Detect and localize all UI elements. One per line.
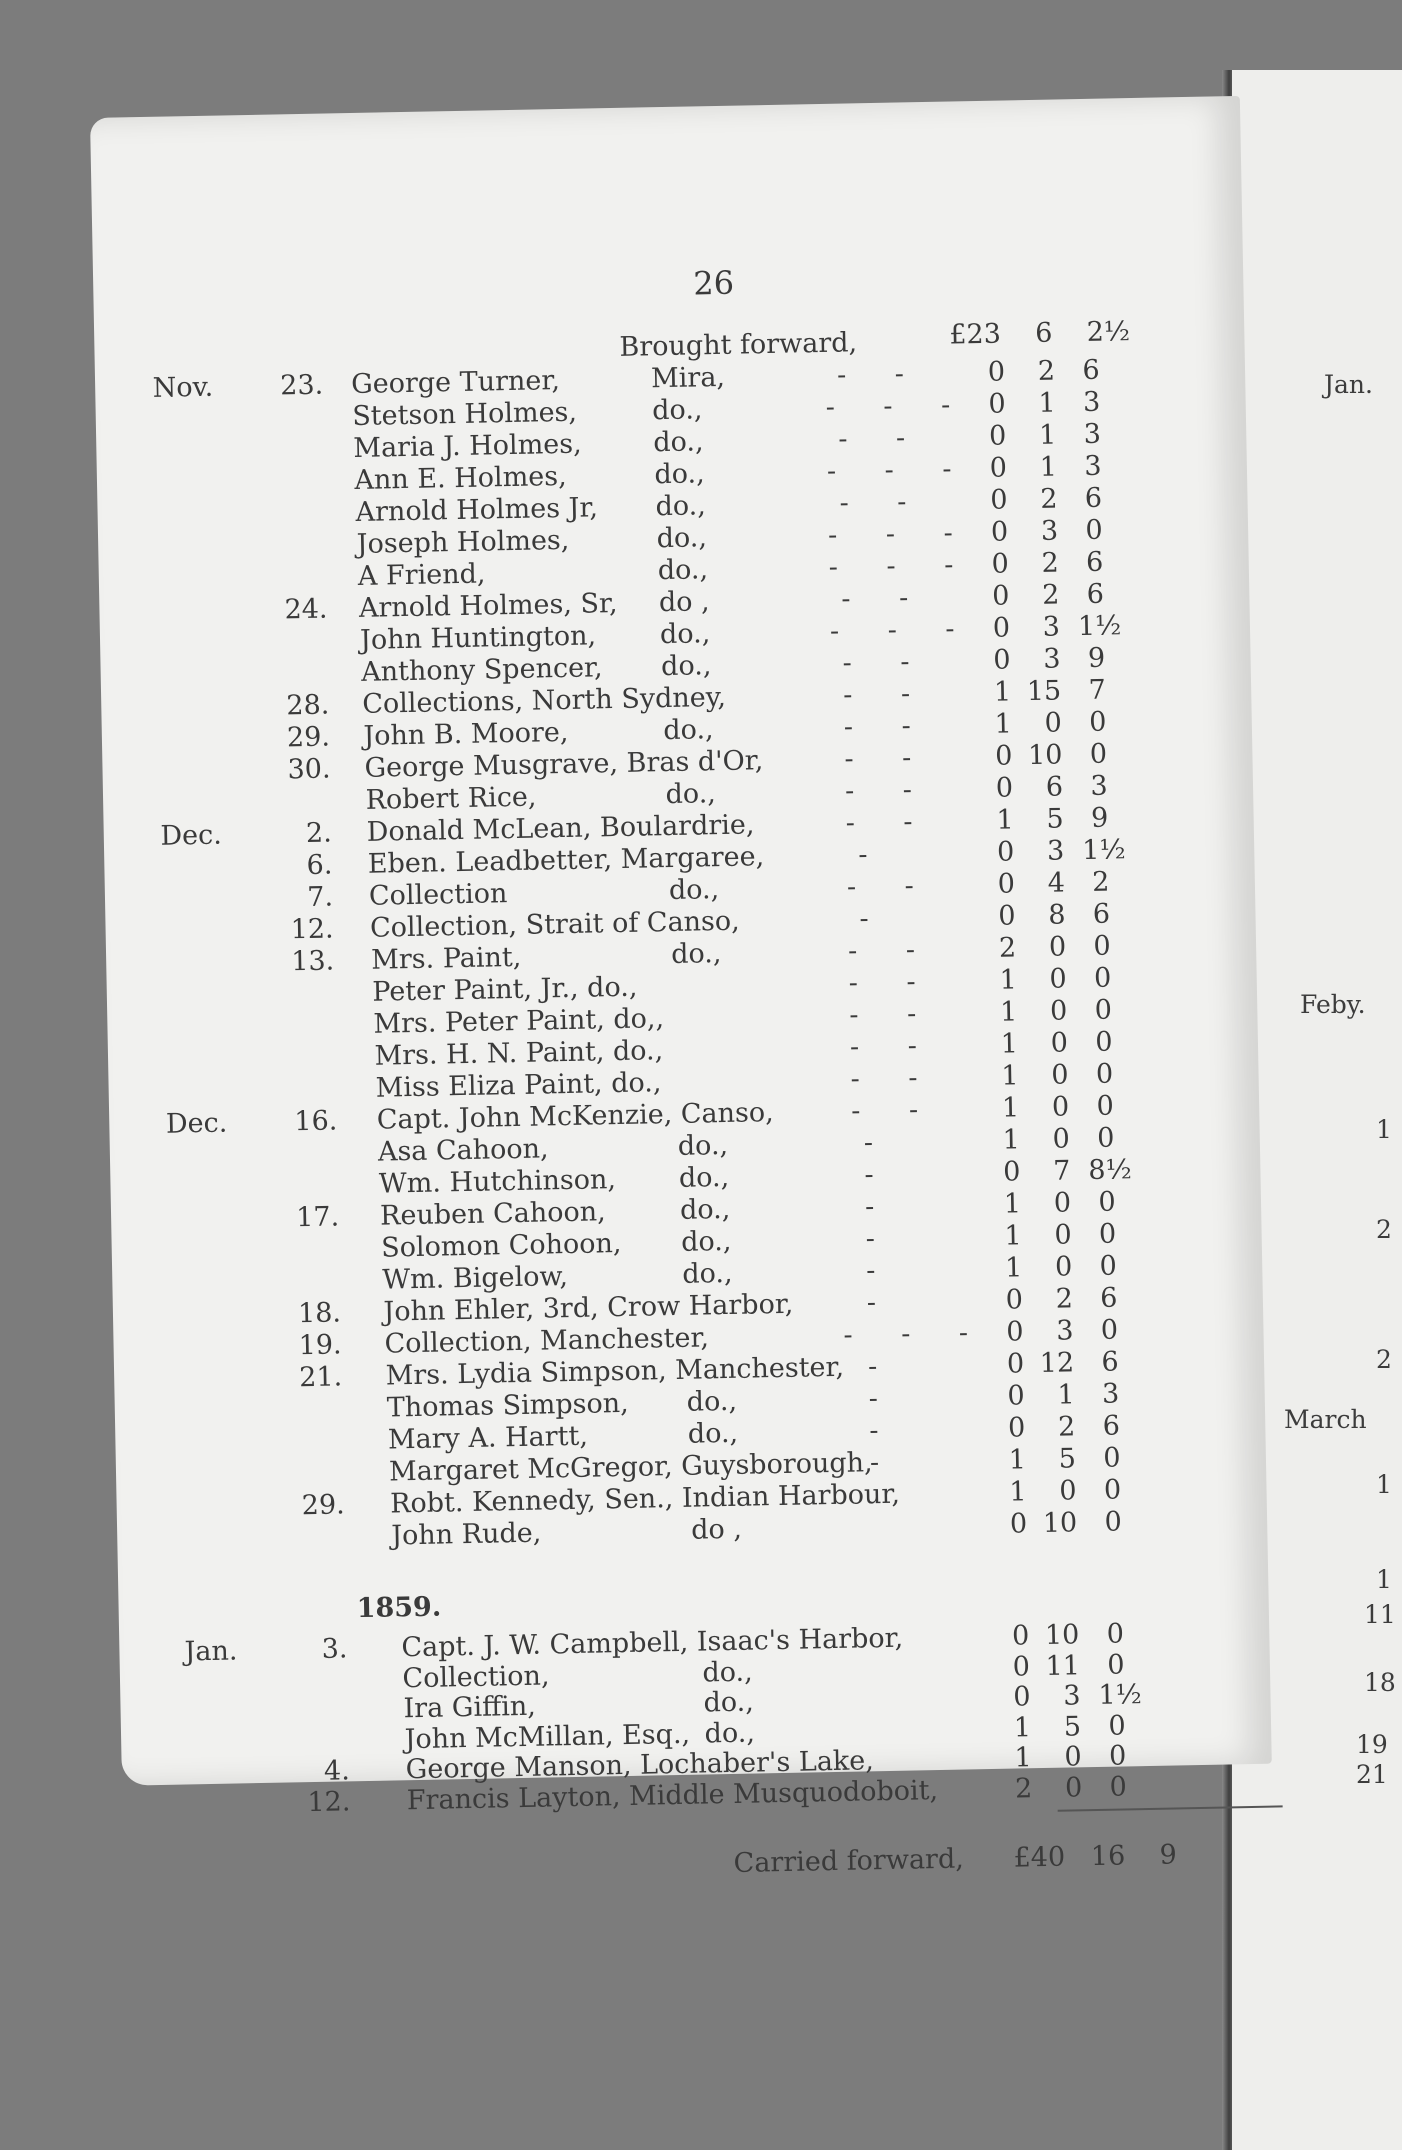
entry-place: do., — [686, 1385, 738, 1418]
entry-name: Wm. Hutchinson, — [378, 1164, 617, 1200]
amount-pence: 0 — [1099, 1250, 1118, 1282]
amount-pence: 8½ — [1088, 1154, 1133, 1187]
entry-name: Mrs. H. N. Paint, do., — [374, 1035, 664, 1072]
amount-pounds: 0 — [1002, 1156, 1021, 1188]
amount-pence: 0 — [1094, 994, 1113, 1026]
entry-leader-dots: - - — [842, 645, 930, 679]
facing-page-fragment: 1 — [1376, 1565, 1392, 1594]
facing-page-fragment: 21 — [1356, 1760, 1388, 1789]
facing-page-fragment: 1 — [1376, 1470, 1392, 1499]
amount-shillings: 5 — [1058, 1443, 1077, 1475]
entry-name: Joseph Holmes, — [356, 524, 570, 560]
entry-day: 3. — [321, 1633, 348, 1665]
amount-pence: 0 — [1098, 1218, 1117, 1250]
entry-leader-dots: - — [867, 1350, 898, 1383]
entry-place: do., — [659, 618, 711, 651]
amount-pence: 0 — [1093, 962, 1112, 994]
amount-shillings: 16 — [1090, 1840, 1126, 1873]
amount-pounds: 0 — [993, 644, 1011, 676]
amount-pence: 0 — [1100, 1314, 1119, 1346]
entry-day: 13. — [290, 945, 335, 978]
amount-shillings: 2 — [1041, 547, 1060, 579]
amount-shillings: 0 — [1048, 931, 1067, 963]
entry-name: Collection — [368, 878, 508, 912]
entry-leader-dots: - - — [846, 869, 935, 903]
amount-pence: 1½ — [1081, 834, 1126, 867]
amount-pence: 0 — [1088, 706, 1107, 738]
amount-pounds: 0 — [1012, 1650, 1031, 1683]
entry-leader-dots: - — [864, 1158, 894, 1191]
entry-leader-dots: - — [864, 1190, 895, 1223]
entry-month: Nov. — [152, 371, 214, 404]
amount-pounds: 1 — [999, 964, 1018, 996]
facing-page-fragment: March — [1284, 1405, 1367, 1434]
amount-pounds: 1 — [1000, 1028, 1019, 1060]
facing-page-fragment: 2 — [1376, 1215, 1392, 1244]
entry-place: do., — [665, 778, 717, 811]
amount-shillings: 0 — [1049, 963, 1068, 995]
amount-pence: 9 — [1090, 802, 1109, 834]
entry-place: do., — [670, 938, 722, 970]
entry-name: Miss Eliza Paint, do., — [375, 1067, 662, 1104]
page-number: 26 — [692, 263, 735, 303]
entry-name: John Rude, — [390, 1517, 542, 1552]
entry-name: Robt. Kennedy, Sen., Indian Harbour, — [389, 1478, 901, 1520]
amount-pounds: 0 — [1005, 1284, 1024, 1316]
amount-pence: 7 — [1088, 674, 1107, 706]
entry-leader-dots: - — [868, 1382, 899, 1415]
entry-leader-dots: - - - — [825, 389, 971, 423]
amount-pence: 9 — [1159, 1839, 1178, 1871]
amount-pounds: 1 — [996, 804, 1014, 836]
entry-leader-dots: - - — [842, 677, 931, 711]
entry-name: Mrs. Peter Paint, do,, — [373, 1003, 665, 1040]
amount-pounds: 1 — [1004, 1220, 1022, 1252]
amount-shillings: 0 — [1051, 1059, 1069, 1091]
amount-pounds: 0 — [997, 868, 1016, 900]
amount-pence: 6 — [1086, 578, 1105, 610]
entry-name: Capt. John McKenzie, Canso, — [376, 1097, 774, 1136]
entry-name: George Turner, — [350, 365, 561, 401]
entry-name: Anthony Spencer, — [360, 652, 603, 688]
facing-page-fragment: 19 — [1356, 1730, 1388, 1759]
entry-leader-dots: - — [865, 1254, 896, 1287]
amount-pence: 0 — [1106, 1618, 1125, 1650]
entry-place: do , — [690, 1513, 743, 1546]
amount-pounds: 0 — [988, 420, 1007, 452]
amount-pence: 6 — [1102, 1410, 1121, 1442]
amount-pounds: 0 — [990, 484, 1008, 516]
amount-shillings: 0 — [1044, 707, 1063, 739]
facing-page-fragment: 18 — [1364, 1668, 1396, 1697]
amount-pounds: 2 — [998, 932, 1017, 964]
entry-leader-dots: - - — [838, 422, 926, 455]
amount-pounds: £23 — [949, 318, 1002, 351]
entry-place: do., — [687, 1417, 739, 1450]
amount-shillings: 2 — [1055, 1283, 1074, 1315]
entry-leader-dots: - — [866, 1286, 897, 1319]
entry-day: 16. — [294, 1105, 338, 1138]
entry-place: do., — [682, 1257, 733, 1290]
amount-pence: 0 — [1095, 1026, 1113, 1058]
entry-leader-dots: - - — [849, 997, 937, 1031]
amount-shillings: 2 — [1057, 1411, 1076, 1443]
amount-shillings: 15 — [1026, 675, 1062, 708]
entry-day: 2. — [305, 817, 333, 849]
entry-name: George Manson, Lochaber's Lake, — [405, 1745, 875, 1786]
amount-pounds: £40 — [1013, 1841, 1066, 1874]
brought-forward-amount — [949, 316, 1130, 350]
amount-shillings: 7 — [1052, 1155, 1071, 1187]
entry-leader-dots: - — [863, 1126, 894, 1159]
entry-name: Capt. J. W. Campbell, Isaac's Harbor, — [401, 1622, 904, 1664]
entry-month: Jan. — [184, 1635, 238, 1668]
amount-pence: 0 — [1104, 1506, 1123, 1538]
entry-name: Margaret McGregor, Guysborough, — [388, 1447, 873, 1488]
amount-shillings: 3 — [1040, 515, 1059, 547]
entry-day: 18. — [297, 1297, 342, 1330]
entry-name: Arnold Holmes, Sr, — [358, 587, 618, 624]
amount-pence: 0 — [1108, 1740, 1127, 1772]
entry-leader-dots: - - — [849, 1029, 938, 1063]
amount-shillings: 10 — [1044, 1619, 1080, 1651]
amount-pounds: 1 — [994, 708, 1013, 740]
amount-pence: 0 — [1095, 1058, 1114, 1090]
entry-place: do., — [653, 426, 704, 459]
entry-name: Mrs. Lydia Simpson, Manchester, — [385, 1351, 845, 1392]
amount-pence: 0 — [1108, 1709, 1126, 1742]
entry-name: Ira Giffin, — [403, 1690, 537, 1725]
entry-leader-dots: - — [859, 902, 889, 935]
brought-forward-label: Brought forward, — [619, 327, 858, 363]
amount-shillings: 2 — [1040, 483, 1058, 515]
amount-shillings: 6 — [1034, 317, 1053, 349]
entry-name: Collection, — [402, 1659, 550, 1694]
entry-place: do., — [656, 522, 708, 555]
amount-pence: 3 — [1090, 770, 1108, 802]
amount-pence: 6 — [1084, 482, 1103, 514]
entry-place: do., — [704, 1717, 756, 1749]
entry-month: Dec. — [165, 1107, 228, 1140]
amount-shillings: 4 — [1047, 867, 1066, 899]
amount-shillings: 3 — [1062, 1680, 1081, 1712]
entry-day: 7. — [306, 881, 334, 913]
entry-day: 12. — [307, 1785, 351, 1818]
amount-pence: 9 — [1087, 642, 1106, 674]
amount-shillings: 1 — [1038, 419, 1057, 451]
facing-page-fragment: Feby. — [1300, 990, 1366, 1019]
entry-name: Mary A. Hartt, — [387, 1420, 589, 1456]
amount-pounds: 0 — [992, 612, 1011, 644]
facing-page-fragment: 2 — [1376, 1345, 1392, 1374]
entry-leader-dots: - - — [850, 1093, 939, 1127]
amount-pence: 0 — [1109, 1770, 1128, 1803]
amount-pounds: 1 — [1004, 1252, 1023, 1284]
amount-pounds: 0 — [1006, 1348, 1025, 1380]
entry-place: do., — [655, 490, 707, 523]
amount-shillings: 10 — [1027, 739, 1063, 772]
entry-leader-dots: - - - — [829, 613, 975, 647]
entry-place: do , — [658, 586, 710, 619]
amount-pounds: 0 — [988, 388, 1006, 420]
amount-pence: 0 — [1093, 930, 1111, 962]
entry-day: 17. — [295, 1201, 340, 1234]
amount-pence: 3 — [1082, 386, 1101, 418]
entry-name: Donald McLean, Boulardrie, — [366, 809, 755, 848]
amount-pounds: 0 — [1009, 1508, 1028, 1540]
entry-name: Ann E. Holmes, — [354, 460, 567, 496]
amount-pounds: 0 — [987, 356, 1006, 388]
amount-pounds: 1 — [1001, 1060, 1019, 1092]
amount-shillings: 3 — [1043, 643, 1061, 675]
amount-pounds: 1 — [1009, 1476, 1027, 1508]
entry-leader-dots: - - - — [827, 517, 973, 551]
entry-place: do., — [680, 1225, 732, 1258]
amount-pence: 3 — [1101, 1378, 1120, 1410]
amount-shillings: 5 — [1046, 803, 1064, 835]
entry-name: Thomas Simpson, — [386, 1387, 629, 1424]
entry-name: Maria J. Holmes, — [353, 428, 582, 465]
amount-pounds: 0 — [994, 740, 1013, 772]
amount-pounds: 1 — [1001, 1092, 1020, 1124]
entry-name: Francis Layton, Middle Musquodoboit, — [406, 1774, 939, 1816]
entry-name: John Ehler, 3rd, Crow Harbor, — [383, 1288, 794, 1328]
entry-place: do., — [660, 650, 712, 683]
amount-pounds: 0 — [990, 516, 1009, 548]
entry-place: do., — [657, 554, 709, 587]
entry-name: Robert Rice, — [365, 781, 537, 816]
amount-pence: 1½ — [1077, 610, 1122, 643]
amount-shillings: 3 — [1042, 611, 1061, 643]
entry-name: Wm. Bigelow, — [382, 1261, 569, 1296]
amount-shillings: 0 — [1064, 1771, 1083, 1804]
amount-pence: 0 — [1096, 1090, 1115, 1122]
entry-day: 28. — [286, 689, 330, 722]
amount-shillings: 1 — [1039, 451, 1058, 483]
amount-shillings: 2 — [1041, 579, 1060, 611]
entry-leader-dots: - - — [839, 486, 927, 519]
amount-shillings: 6 — [1045, 771, 1064, 803]
entry-leader-dots: - - — [836, 358, 925, 391]
amount-shillings: 0 — [1064, 1741, 1082, 1773]
entry-name: Eben. Leadbetter, Margaree, — [367, 841, 765, 880]
entry-name: Arnold Holmes Jr, — [355, 492, 599, 528]
entry-leader-dots: - - — [848, 965, 936, 999]
amount-shillings: 0 — [1054, 1219, 1072, 1251]
entry-name: A Friend, — [357, 558, 486, 592]
entry-day: 6. — [306, 849, 333, 881]
entry-name: Collection, Strait of Canso, — [369, 905, 741, 944]
amount-shillings: 0 — [1053, 1187, 1072, 1219]
entry-place: do., — [679, 1193, 731, 1226]
amount-shillings: 8 — [1047, 899, 1066, 931]
amount-shillings: 5 — [1063, 1710, 1082, 1743]
amount-pounds: 0 — [998, 900, 1016, 932]
amount-pounds: 0 — [1012, 1681, 1031, 1713]
entry-name: Collection, Manchester, — [384, 1322, 710, 1360]
entry-name: John B. Moore, — [363, 716, 569, 752]
entry-leader-dots: - - — [847, 933, 936, 967]
amount-pounds: 1 — [993, 676, 1012, 708]
entry-day: 23. — [279, 369, 324, 402]
amount-pence: 0 — [1103, 1474, 1122, 1506]
entry-name: Reuben Cahoon, — [379, 1196, 606, 1232]
amount-pence: 3 — [1083, 450, 1102, 482]
amount-pence: 0 — [1098, 1186, 1116, 1218]
entry-day: 29. — [286, 721, 331, 754]
amount-shillings: 0 — [1049, 995, 1068, 1027]
amount-pence: 6 — [1101, 1346, 1119, 1378]
entry-place: do., — [651, 394, 703, 427]
facing-page-fragment: Jan. — [1324, 370, 1373, 399]
amount-shillings: 0 — [1050, 1027, 1069, 1059]
amount-shillings: 12 — [1039, 1347, 1075, 1379]
entry-leader-dots: - - - — [843, 1316, 989, 1351]
amount-pence: 1½ — [1098, 1679, 1143, 1711]
amount-shillings: 0 — [1052, 1123, 1071, 1155]
entry-leader-dots: - - — [845, 805, 933, 839]
amount-shillings: 1 — [1057, 1379, 1075, 1411]
amount-shillings: 0 — [1051, 1091, 1070, 1123]
amount-pounds: 0 — [989, 452, 1008, 484]
amount-shillings: 3 — [1055, 1315, 1074, 1347]
amount-pence: 0 — [1106, 1648, 1125, 1681]
entry-place: do., — [678, 1161, 730, 1194]
amount-shillings: 2 — [1037, 355, 1056, 387]
entry-month: Dec. — [160, 819, 223, 852]
amount-pence: 6 — [1082, 354, 1100, 386]
entry-day: 4. — [323, 1755, 351, 1787]
entry-name: George Musgrave, Bras d'Or, — [364, 745, 764, 784]
amount-pence: 3 — [1083, 418, 1102, 450]
entry-leader-dots: - - — [843, 709, 931, 743]
document-page — [90, 96, 1272, 1879]
amount-pounds: 1 — [1013, 1711, 1032, 1744]
entry-day: 21. — [298, 1361, 343, 1394]
amount-pounds: 2 — [1014, 1772, 1033, 1805]
facing-page-fragment: 1 — [1376, 1115, 1392, 1144]
entry-leader-dots: - — [857, 838, 888, 871]
amount-pounds: 1 — [1002, 1124, 1021, 1156]
amount-pounds: 0 — [996, 836, 1015, 868]
amount-shillings: 0 — [1059, 1475, 1077, 1507]
entry-leader-dots: - - — [844, 741, 932, 775]
amount-shillings: 1 — [1038, 387, 1056, 419]
amount-pounds: 0 — [991, 548, 1010, 580]
entry-place: do., — [663, 714, 714, 747]
entry-day: 30. — [287, 753, 331, 786]
amount-pence: 6 — [1099, 1282, 1118, 1314]
entry-day: 12. — [290, 913, 334, 946]
amount-pounds: 1 — [1014, 1742, 1032, 1774]
entry-name: John Huntington, — [359, 620, 597, 656]
entry-name: Stetson Holmes, — [351, 396, 578, 433]
amount-shillings: 3 — [1046, 835, 1065, 867]
entry-day: 24. — [284, 593, 328, 626]
carried-forward-amount — [1013, 1839, 1177, 1873]
entry-leader-dots: - - — [841, 581, 929, 615]
amount-pounds: 1 — [999, 996, 1018, 1028]
amount-pounds: 1 — [1008, 1444, 1027, 1476]
entry-place: do., — [703, 1686, 755, 1719]
entry-leader-dots: - — [869, 1446, 900, 1479]
amount-shillings: 11 — [1045, 1649, 1081, 1682]
entry-leader-dots: - — [869, 1414, 899, 1447]
amount-pounds: 0 — [1007, 1412, 1026, 1444]
entry-place: do., — [702, 1656, 753, 1689]
amount-pounds: 0 — [995, 772, 1014, 804]
entry-leader-dots: - - — [850, 1061, 938, 1095]
entry-day: 29. — [301, 1489, 345, 1522]
amount-pence: 0 — [1085, 514, 1103, 546]
amount-pence: 0 — [1103, 1442, 1121, 1474]
entry-place: do., — [677, 1129, 729, 1162]
entry-leader-dots: - - - — [826, 453, 972, 487]
amount-pounds: 0 — [1011, 1620, 1030, 1652]
entry-name: Peter Paint, Jr., do., — [372, 971, 638, 1008]
entry-name: Collections, North Sydney, — [362, 681, 727, 720]
entry-name: Asa Cahoon, — [377, 1133, 549, 1168]
entry-place: do., — [668, 874, 720, 907]
amount-pence: 0 — [1096, 1122, 1115, 1154]
amount-pence: 6 — [1092, 898, 1111, 930]
entry-place: Mira, — [650, 361, 726, 395]
facing-page-fragment: 11 — [1364, 1600, 1396, 1629]
year-heading: 1859. — [356, 1591, 442, 1625]
amount-pence: 2 — [1091, 866, 1110, 898]
entry-day: 19. — [298, 1329, 342, 1362]
entry-leader-dots: - — [865, 1222, 896, 1255]
entry-name: John McMillan, Esq., — [404, 1718, 691, 1755]
amount-pounds: 0 — [991, 580, 1010, 612]
amount-shillings: 10 — [1042, 1507, 1078, 1539]
carried-forward-label: Carried forward, — [733, 1843, 965, 1879]
amount-pence: 2½ — [1086, 316, 1131, 348]
entry-name: Mrs. Paint, — [370, 941, 522, 976]
entry-leader-dots: - - — [844, 773, 933, 807]
amount-pounds: 1 — [1003, 1188, 1022, 1220]
amount-pounds: 0 — [1005, 1316, 1024, 1348]
entry-name: Solomon Cohoon, — [380, 1228, 622, 1264]
entry-leader-dots: - - - — [828, 549, 974, 583]
amount-pence: 6 — [1085, 546, 1104, 578]
entry-place: do., — [654, 458, 705, 491]
amount-pence: 0 — [1089, 738, 1108, 770]
amount-shillings: 0 — [1054, 1251, 1073, 1283]
amount-pounds: 0 — [1007, 1380, 1026, 1412]
